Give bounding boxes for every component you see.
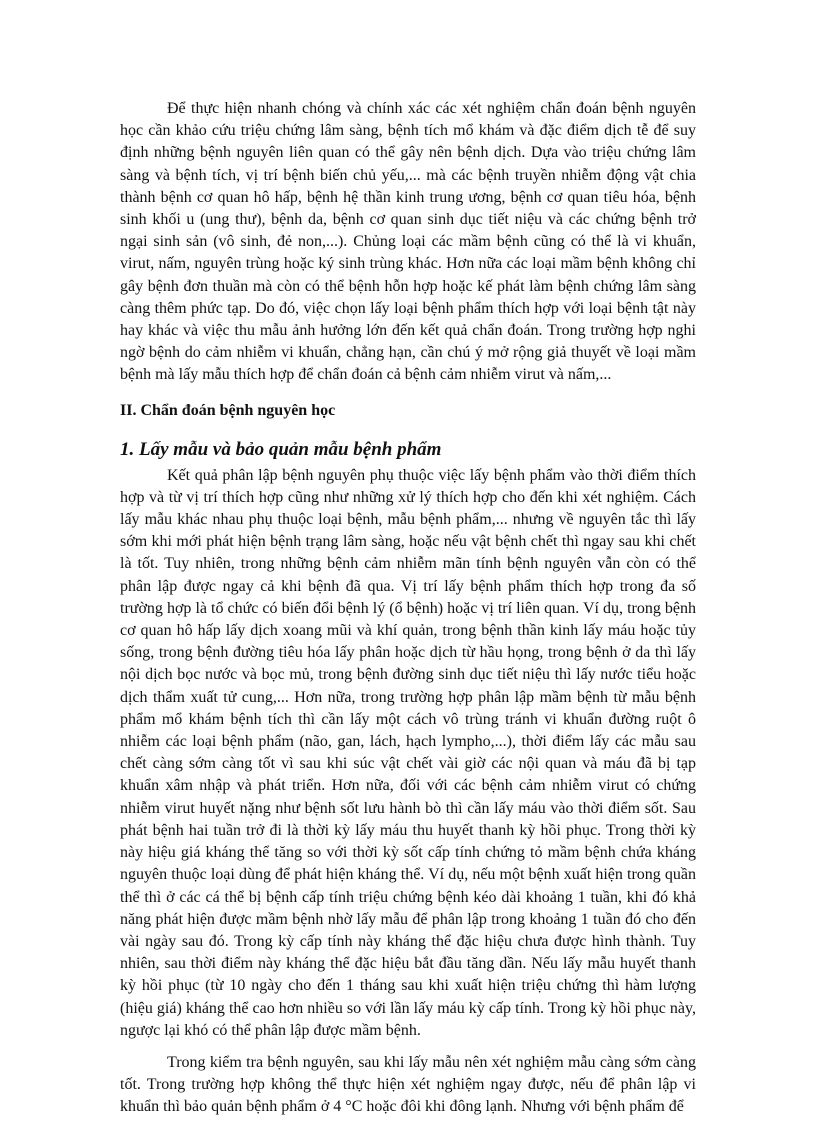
section-heading: II. Chẩn đoán bệnh nguyên học bbox=[120, 401, 336, 419]
storage-paragraph: Trong kiểm tra bệnh nguyên, sau khi lấy mẫu nên xét nghiệm mẫu càng sớm càng tốt. Trong trường hợp không thể thực hiện xét nghiệm ngay được, nếu để phân lập vi khuẩn thì bảo quản bệnh phẩm ở 4 °C hoặc đôi khi đông lạnh. Nhưng với bệnh phẩm để bbox=[120, 1053, 696, 1116]
intro-paragraph: Để thực hiện nhanh chóng và chính xác các xét nghiệm chẩn đoán bệnh nguyên học cần khảo cứu triệu chứng lâm sàng, bệnh tích mổ khám và đặc điểm dịch tễ để suy định những bệnh nguyên liên quan có thể gây nên bệnh dịch. Dựa vào triệu chứng lâm sàng và bệnh tích, vị trí bệnh biến chủ yếu,... mà các bệnh truyền nhiễm động vật chia thành bệnh cơ quan hô hấp, bệnh hệ thần kinh trung ương, bệnh cơ quan tiêu hóa, bệnh sinh khối u (ung thư), bệnh da, bệnh cơ quan sinh dục tiết niệu và các chứng bệnh trở ngại sinh sản (vô sinh, đẻ non,...). Chủng loại các mầm bệnh cũng có thể là vi khuẩn, virut, nấm, nguyên trùng hoặc ký sinh trùng khác. Hơn nữa các loại mầm bệnh không chỉ gây bệnh đơn thuần mà còn có thể bệnh hỗn hợp hoặc kế phát làm bệnh chứng lâm sàng càng thêm phức tạp. Do đó, việc chọn lấy loại bệnh phẩm thích hợp với loại bệnh tật này hay khác và việc thu mẫu ảnh hưởng lớn đến kết quả chẩn đoán. Trong trường hợp nghi ngờ bệnh do cảm nhiễm vi khuẩn, chẳng hạn, cần chú ý mở rộng giả thuyết về loại mầm bệnh mà lấy mẫu thích hợp để chẩn đoán cả bệnh cảm nhiễm virut và nấm,... bbox=[120, 100, 696, 384]
document-page bbox=[120, 98, 696, 1119]
subsection-heading: 1. Lấy mẫu và bảo quản mẫu bệnh phẩm bbox=[120, 438, 442, 460]
sampling-paragraph: Kết quả phân lập bệnh nguyên phụ thuộc việc lấy bệnh phẩm vào thời điểm thích hợp và từ vị trí thích hợp cũng như những xử lý thích hợp cho đến khi xét nghiệm. Cách lấy mẫu khác nhau phụ thuộc loại bệnh, mẫu bệnh phẩm,... nhưng về nguyên tắc thì lấy sớm khi mới phát hiện bệnh trạng lâm sàng, hoặc nếu vật bệnh chết thì ngay sau khi chết là tốt. Tuy nhiên, trong những bệnh cảm nhiễm mãn tính bệnh nguyên vẫn còn có thể phân lập được ngay cả khi bệnh đã qua. Vị trí lấy bệnh phẩm thích hợp trong đa số trường hợp là tổ chức có biến đổi bệnh lý (ổ bệnh) hoặc vị trí liên quan. Ví dụ, trong bệnh cơ quan hô hấp lấy dịch xoang mũi và khí quản, trong bệnh thần kinh lấy máu hoặc tủy sống, trong bệnh đường tiêu hóa lấy phân hoặc dịch từ hầu họng, trong bệnh ở da thì lấy nội dịch bọc nước và bọc mủ, trong bệnh đường sinh dục tiết niệu thì lấy nước tiểu hoặc dịch thẩm xuất tử cung,... Hơn nữa, trong trường hợp phân lập mầm bệnh từ mẫu bệnh phẩm mổ khám bệnh tích thì cần lấy một cách vô trùng tránh vi khuẩn đường ruột ô nhiễm các loại bệnh phẩm (não, gan, lách, hạch lympho,...), thời điểm lấy các mẫu sau chết càng sớm càng tốt vì sau khi súc vật chết vài giờ các nội quan và máu đã bị tạp khuẩn xâm nhập và phát triển. Hơn nữa, đối với các bệnh cảm nhiễm virut có chứng nhiễm virut huyết nặng như bệnh sốt lưu hành bò thì cần lấy máu vào thời điểm sốt. Sau phát bệnh hai tuần trở đi là thời kỳ lấy máu thu huyết thanh kỳ hồi phục. Trong thời kỳ này hiệu giá kháng thể tăng so với thời kỳ sốt cấp tính chứng tỏ mầm bệnh chứa kháng nguyên thuộc loại dùng để phát hiện kháng thể. Ví dụ, nếu một bệnh xuất hiện trong quần thể thì ở các cá thể bị bệnh cấp tính triệu chứng bệnh kéo dài khoảng 1 tuần, khi đó khả năng phát hiện được mầm bệnh nhờ lấy mẫu để phân lập trong khoảng 1 tuần đó cho đến vài ngày sau đó. Trong kỳ cấp tính này kháng thể đặc hiệu chưa được hình thành. Tuy nhiên, sau thời điểm này kháng thể đặc hiệu bắt đầu tăng dần. Nếu lấy mẫu huyết thanh kỳ hồi phục (từ 10 ngày cho đến 1 tháng sau khi xuất hiện triệu chứng thì hàm lượng (hiệu giá) kháng thể cao hơn nhiều so với lần lấy máu kỳ cấp tính. Trong kỳ hồi phục này, ngược lại khó có thể phân lập được mầm bệnh. bbox=[120, 466, 696, 1039]
